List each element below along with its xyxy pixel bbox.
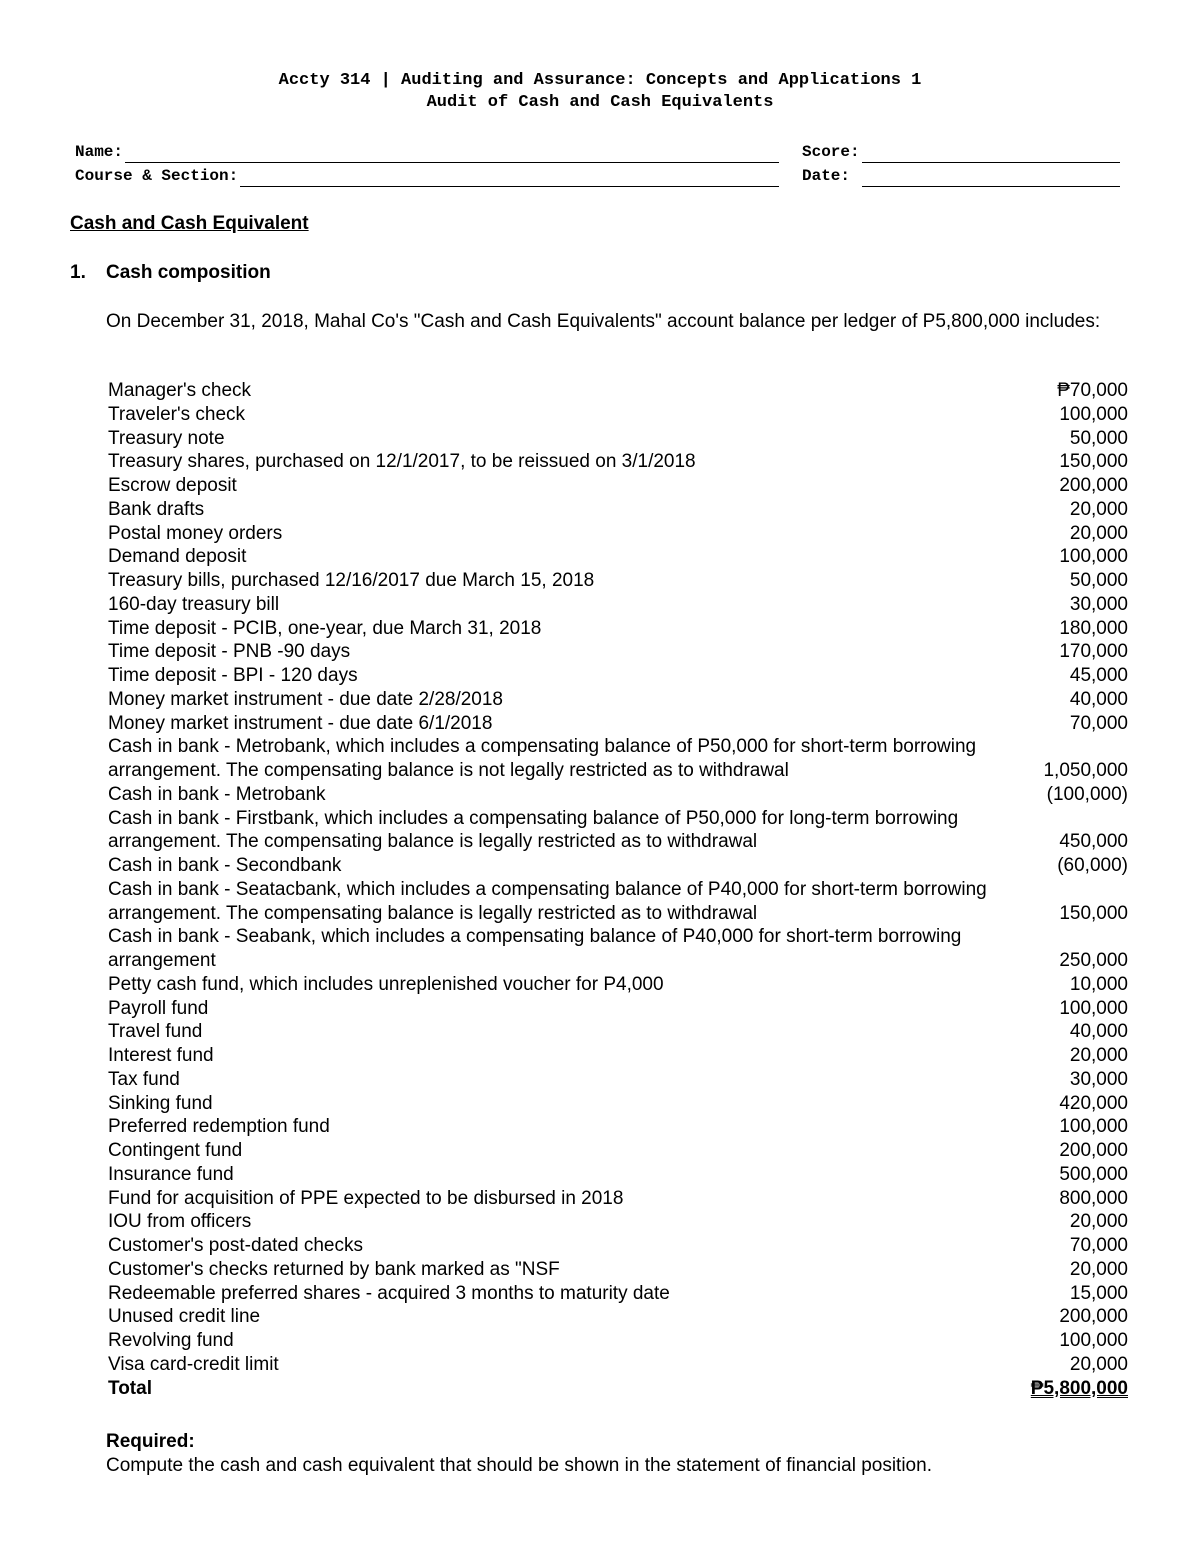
item-amount: 20,000	[1069, 522, 1128, 544]
item-amount: 40,000	[1069, 1021, 1128, 1043]
course-section-field[interactable]	[75, 165, 779, 187]
item-amount: 180,000	[1059, 617, 1128, 639]
item-amount: 20,000	[1069, 1045, 1128, 1066]
item-description: Interest fund	[108, 1045, 214, 1066]
item-amount: 800,000	[1059, 1187, 1128, 1209]
line-item	[108, 997, 1128, 1021]
item-description: Cash in bank - Secondbank	[108, 855, 342, 876]
item-amount: 150,000	[1059, 451, 1128, 473]
required-section	[106, 1430, 932, 1478]
item-description: Manager's check	[108, 380, 252, 401]
item-amount: 50,000	[1069, 570, 1128, 591]
line-item	[108, 1210, 1128, 1234]
line-item	[108, 973, 1128, 997]
item-amount: 50,000	[1069, 427, 1128, 449]
item-amount: ₱70,000	[1057, 380, 1128, 401]
item-description: Time deposit - BPI - 120 days	[108, 665, 358, 686]
line-item	[108, 735, 1128, 783]
item-amount: 70,000	[1069, 1235, 1128, 1256]
date-label: Date:	[802, 167, 851, 185]
date-field[interactable]	[802, 165, 1120, 187]
line-item	[108, 593, 1128, 617]
question-title: Cash composition	[106, 262, 271, 283]
cash-items-list	[108, 379, 1128, 1400]
item-amount: 100,000	[1059, 997, 1128, 1019]
score-label: Score:	[802, 143, 860, 161]
item-description: Travel fund	[108, 1021, 203, 1043]
item-amount: 1,050,000	[1043, 760, 1128, 781]
name-field[interactable]	[75, 141, 779, 163]
line-item	[108, 450, 1128, 474]
item-description: Demand deposit	[108, 546, 247, 568]
line-item	[108, 1044, 1128, 1068]
item-description: Sinking fund	[108, 1092, 213, 1114]
item-amount: 70,000	[1069, 712, 1128, 734]
line-item	[108, 1353, 1128, 1377]
required-label: Required:	[106, 1431, 195, 1452]
line-item	[108, 783, 1128, 807]
line-item	[108, 474, 1128, 498]
line-item	[108, 403, 1128, 427]
line-item	[108, 569, 1128, 593]
line-item	[108, 1305, 1128, 1329]
item-amount: 420,000	[1059, 1092, 1128, 1114]
item-description: 160-day treasury bill	[108, 593, 280, 615]
item-amount: 200,000	[1059, 475, 1128, 496]
item-amount: 20,000	[1069, 1211, 1128, 1233]
item-description: Traveler's check	[108, 403, 246, 425]
item-description: Money market instrument - due date 2/28/2018	[108, 688, 504, 710]
line-item	[108, 640, 1128, 664]
line-item	[108, 854, 1128, 878]
course-title: Accty 314 | Auditing and Assurance: Concepts and Applications 1	[278, 71, 922, 90]
item-description: Visa card-credit limit	[108, 1353, 279, 1375]
score-line[interactable]	[862, 144, 1120, 163]
line-item	[108, 1163, 1128, 1187]
total-row	[108, 1377, 1128, 1401]
item-description: Cash in bank - Metrobank, which includes a compensating balance of P50,000 for short-term borrowing arrangement. The compensating balance is not legally restricted as to withdrawal	[108, 736, 977, 781]
item-amount: 500,000	[1059, 1163, 1128, 1185]
item-amount: 250,000	[1059, 950, 1128, 971]
question-heading	[70, 262, 271, 284]
item-amount: 30,000	[1069, 593, 1128, 615]
item-amount: 15,000	[1069, 1282, 1128, 1304]
item-description: Treasury note	[108, 427, 225, 449]
item-description: Money market instrument - due date 6/1/2018	[108, 712, 493, 734]
item-amount: 20,000	[1069, 498, 1128, 520]
item-amount: 100,000	[1059, 403, 1128, 425]
question-intro: On December 31, 2018, Mahal Co's "Cash and Cash Equivalents" account balance per ledger of P5,800,000 includes:	[106, 311, 1101, 332]
item-amount: (60,000)	[1057, 855, 1128, 876]
item-amount: 450,000	[1059, 831, 1128, 853]
line-item	[108, 1234, 1128, 1258]
item-amount: 40,000	[1069, 688, 1128, 710]
item-description: Cash in bank - Firstbank, which includes a compensating balance of P50,000 for long-term borrowing arrangement. The compensating balance is legally restricted as to withdrawal	[108, 807, 959, 853]
item-description: Treasury shares, purchased on 12/1/2017, to be reissued on 3/1/2018	[108, 451, 696, 473]
item-description: Cash in bank - Seatacbank, which includes a compensating balance of P40,000 for short-term borrowing arrangement. The compensating balance is legally restricted as to withdrawal	[108, 878, 987, 924]
date-line[interactable]	[862, 168, 1120, 187]
line-item	[108, 427, 1128, 451]
item-amount: 150,000	[1059, 902, 1128, 924]
item-amount: 20,000	[1069, 1353, 1128, 1375]
item-amount: 200,000	[1059, 1140, 1128, 1161]
item-description: Bank drafts	[108, 498, 205, 520]
item-amount: 45,000	[1069, 665, 1128, 686]
line-item	[108, 712, 1128, 736]
item-description: Time deposit - PCIB, one-year, due March 31, 2018	[108, 617, 542, 639]
item-description: IOU from officers	[108, 1211, 252, 1233]
line-item	[108, 925, 1128, 973]
line-item	[108, 545, 1128, 569]
item-description: Escrow deposit	[108, 475, 237, 496]
line-item	[108, 1139, 1128, 1163]
total-label: Total	[108, 1377, 152, 1399]
item-description: Payroll fund	[108, 997, 209, 1019]
item-description: Cash in bank - Metrobank	[108, 783, 326, 805]
section-title: Cash and Cash Equivalent	[70, 213, 309, 234]
course-section-line[interactable]	[240, 168, 779, 187]
item-description: Time deposit - PNB -90 days	[108, 641, 351, 663]
item-description: Treasury bills, purchased 12/16/2017 due March 15, 2018	[108, 570, 595, 591]
name-label: Name:	[75, 143, 124, 161]
line-item	[108, 1068, 1128, 1092]
line-item	[108, 688, 1128, 712]
question-number: 1.	[70, 262, 86, 283]
item-amount: 100,000	[1059, 546, 1128, 568]
item-amount: (100,000)	[1046, 783, 1128, 805]
item-description: Postal money orders	[108, 522, 283, 544]
line-item	[108, 498, 1128, 522]
total-amount: ₱5,800,000	[1030, 1377, 1128, 1399]
name-line[interactable]	[125, 144, 779, 163]
line-item	[108, 1092, 1128, 1116]
document-header	[0, 70, 1200, 114]
item-description: Preferred redemption fund	[108, 1116, 330, 1138]
item-description: Contingent fund	[108, 1140, 243, 1161]
line-item	[108, 1258, 1128, 1282]
item-description: Revolving fund	[108, 1330, 234, 1351]
item-amount: 100,000	[1059, 1330, 1128, 1351]
item-amount: 30,000	[1069, 1068, 1128, 1090]
item-amount: 10,000	[1069, 973, 1128, 995]
line-item	[108, 1115, 1128, 1139]
line-item	[108, 1020, 1128, 1044]
required-text: Compute the cash and cash equivalent that should be shown in the statement of financial position.	[106, 1455, 932, 1476]
item-description: Tax fund	[108, 1068, 180, 1090]
course-section-label: Course & Section:	[75, 167, 239, 185]
line-item	[108, 522, 1128, 546]
item-description: Fund for acquisition of PPE expected to be disbursed in 2018	[108, 1187, 624, 1209]
line-item	[108, 1282, 1128, 1306]
item-amount: 170,000	[1059, 641, 1128, 663]
item-description: Customer's post-dated checks	[108, 1235, 363, 1256]
item-description: Redeemable preferred shares - acquired 3 months to maturity date	[108, 1282, 670, 1304]
item-amount: 100,000	[1059, 1116, 1128, 1138]
item-amount: 20,000	[1069, 1258, 1128, 1280]
item-description: Cash in bank - Seabank, which includes a compensating balance of P40,000 for short-term borrowing arrangement	[108, 926, 962, 971]
topic-title: Audit of Cash and Cash Equivalents	[426, 93, 774, 112]
line-item	[108, 807, 1128, 855]
line-item	[108, 664, 1128, 688]
item-description: Unused credit line	[108, 1306, 261, 1328]
line-item	[108, 878, 1128, 926]
line-item	[108, 379, 1128, 403]
item-amount: 200,000	[1059, 1306, 1128, 1328]
item-description: Insurance fund	[108, 1163, 234, 1185]
item-description: Petty cash fund, which includes unreplenished voucher for P4,000	[108, 973, 664, 995]
line-item	[108, 1329, 1128, 1353]
line-item	[108, 617, 1128, 641]
score-field[interactable]	[802, 141, 1120, 163]
line-item	[108, 1187, 1128, 1211]
item-description: Customer's checks returned by bank marked as "NSF	[108, 1258, 560, 1280]
